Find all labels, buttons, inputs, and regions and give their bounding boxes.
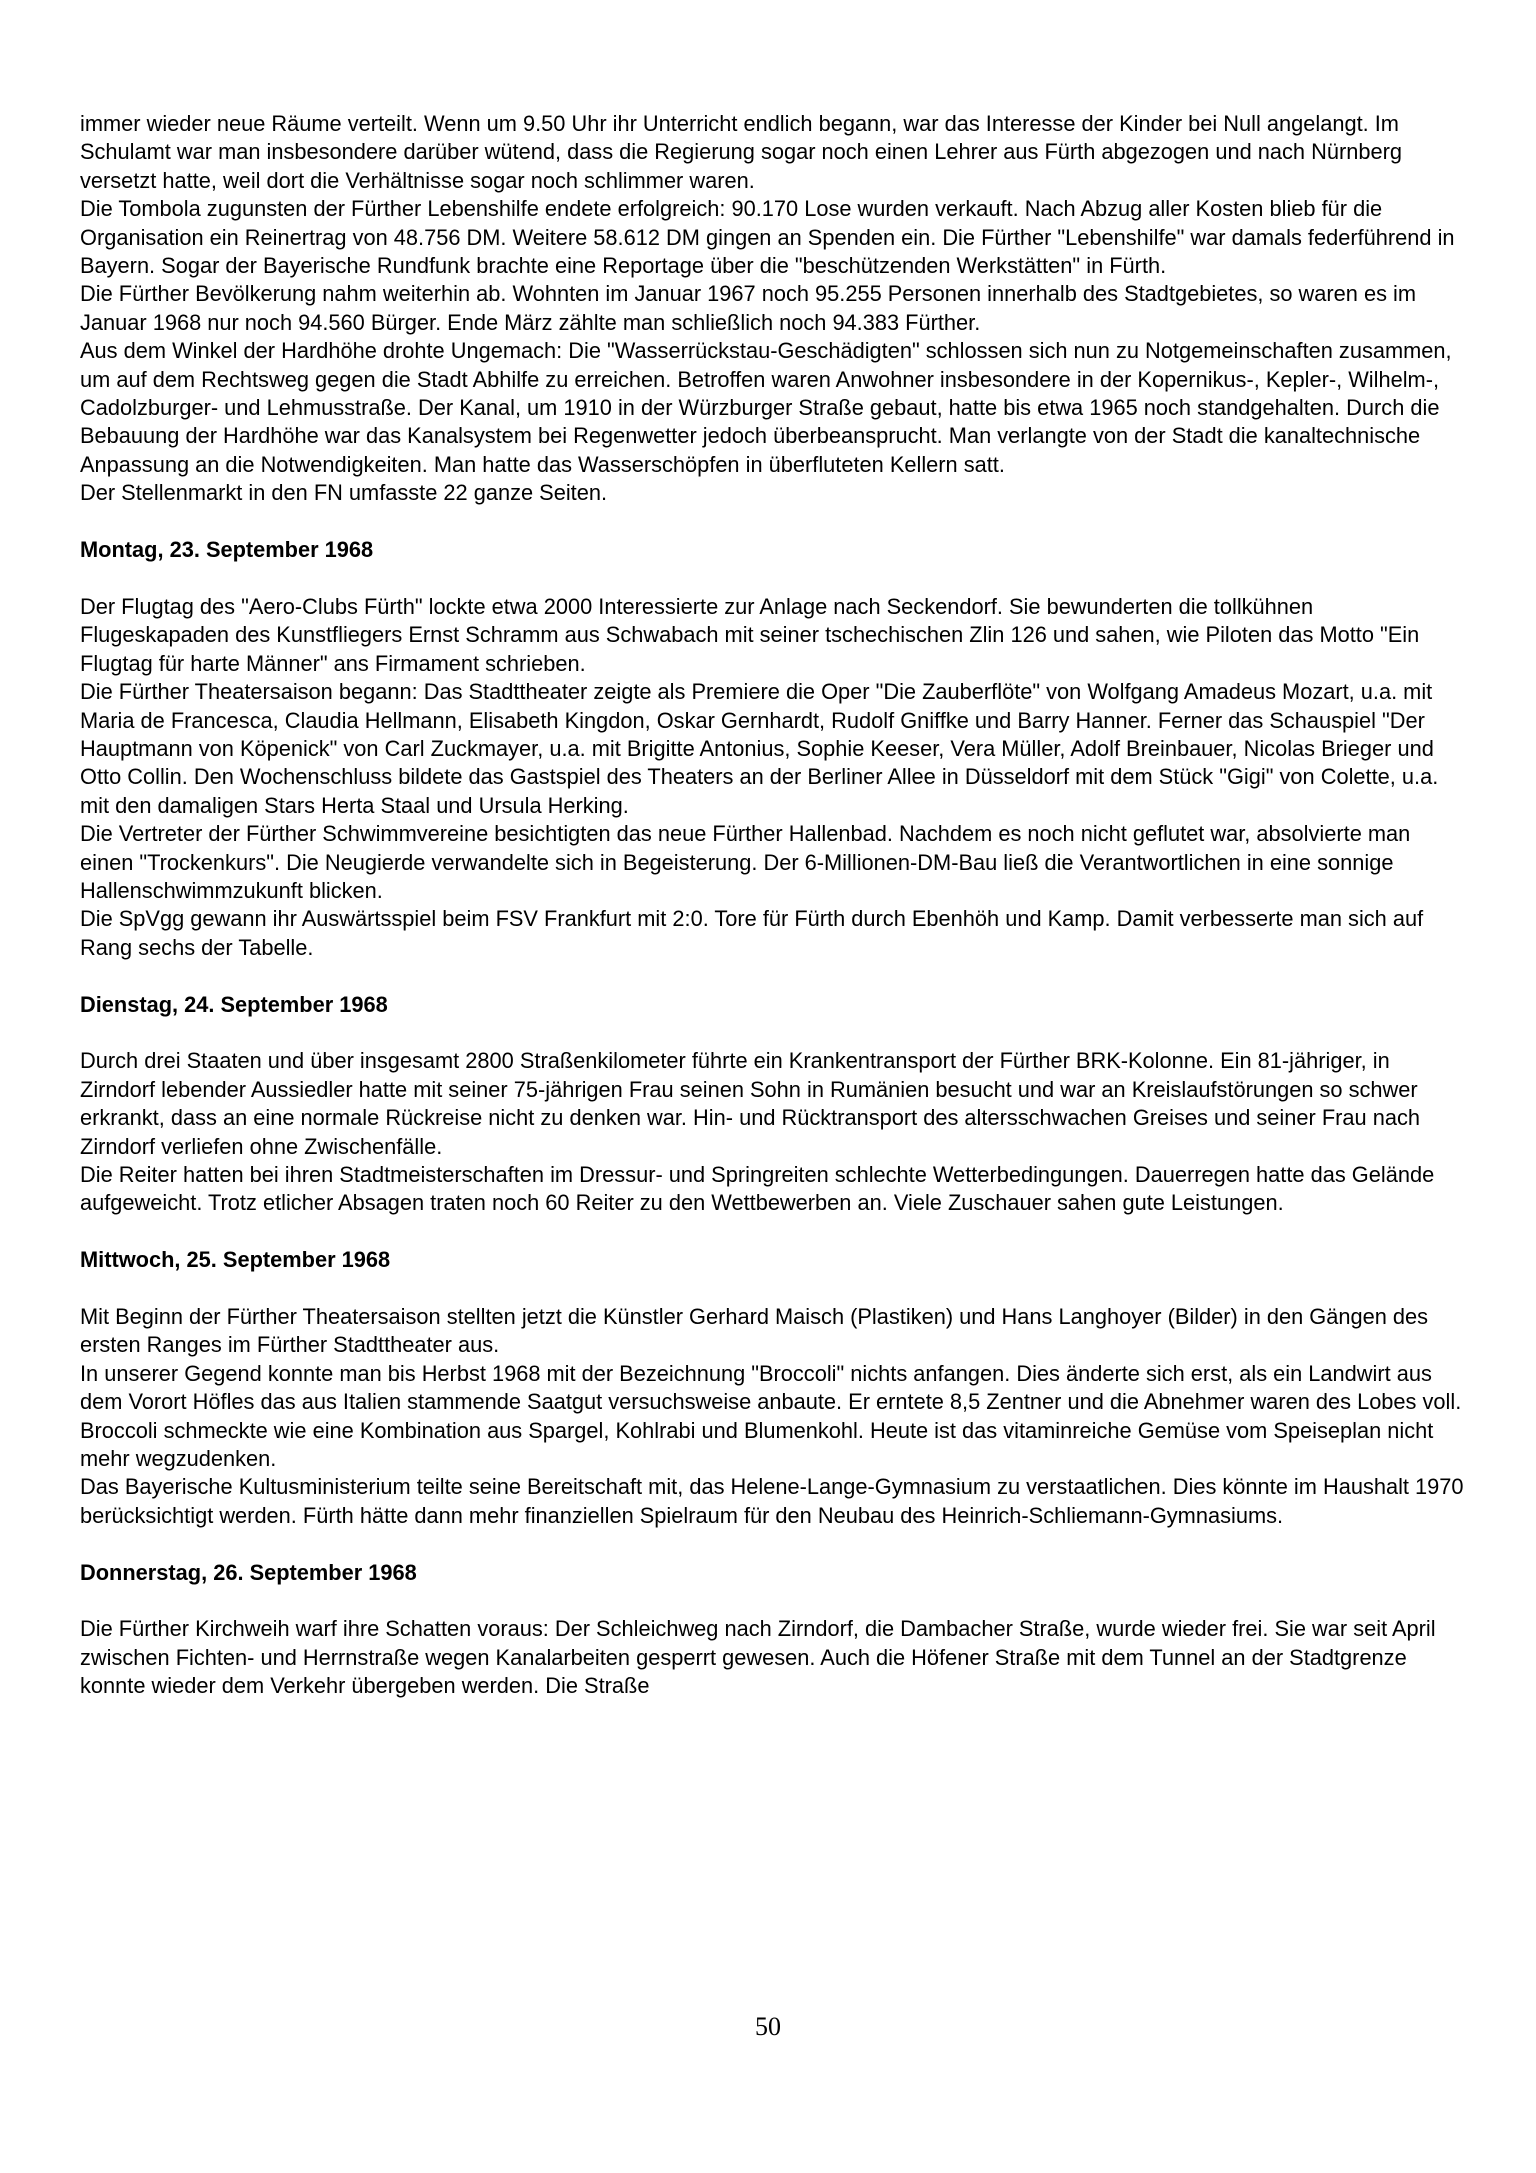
paragraph: Die SpVgg gewann ihr Auswärtsspiel beim FSV Frankfurt mit 2:0. Tore für Fürth durch Ebenhöh und Kamp. Damit verbesserte man sich auf Rang sechs der Tabelle. (80, 906, 1424, 960)
section-heading: Montag, 23. September 1968 (80, 537, 374, 563)
section-heading: Dienstag, 24. September 1968 (80, 991, 388, 1017)
paragraph: Aus dem Winkel der Hardhöhe drohte Ungemach: Die "Wasserrückstau-Geschädigten" schlossen sich nun zu Notgemeinschaften zusammen, um auf dem Rechtsweg gegen die Stadt Abhilfe zu erreichen. Betroffen waren Anwohner insbesondere in der Kopernikus-, Kepler-, Wilhelm-, Cadolzburger- und Lehmusstraße. Der Kanal, um 1910 in der Würzburger Straße gebaut, hatte bis etwa 1965 noch standgehalten. Durch die Bebauung der Hardhöhe war das Kanalsystem bei Regenwetter jedoch überbeansprucht. Man verlangte von der Stadt die kanaltechnische Anpassung an die Notwendigkeiten. Man hatte das Wasserschöpfen in überfluteten Kellern satt. (80, 338, 1452, 477)
section-heading: Donnerstag, 26. September 1968 (80, 1559, 417, 1585)
paragraph: Die Vertreter der Fürther Schwimmvereine besichtigten das neue Fürther Hallenbad. Nachdem es noch nicht geflutet war, absolvierte man einen "Trockenkurs". Die Neugierde verwandelte sich in Begeisterung. Der 6-Millionen-DM-Bau ließ die Verantwortlichen in eine sonnige Hallenschwimmzukunft blicken. (80, 821, 1411, 903)
paragraph: Der Stellenmarkt in den FN umfasste 22 ganze Seiten. (80, 480, 608, 506)
paragraph: Mit Beginn der Fürther Theatersaison stellten jetzt die Künstler Gerhard Maisch (Plastiken) und Hans Langhoyer (Bilder) in den Gängen des ersten Ranges im Fürther Stadttheater aus. (80, 1303, 1429, 1358)
page-number: 50 (755, 2012, 781, 2041)
paragraph: Durch drei Staaten und über insgesamt 2800 Straßenkilometer führte ein Krankentransport der Fürther BRK-Kolonne. Ein 81-jähriger, in Zirndorf lebender Aussiedler hatte mit seiner 75-jährigen Frau seinen Sohn in Rumänien besucht und war an Kreislaufstörungen so schwer erkrankt, dass an eine normale Rückreise nicht zu denken war. Hin- und Rücktransport des altersschwachen Greises und seiner Frau nach Zirndorf verliefen ohne Zwischenfälle. (80, 1048, 1420, 1159)
paragraph: Das Bayerische Kultusministerium teilte seine Bereitschaft mit, das Helene-Lange-Gymnasium zu verstaatlichen. Dies könnte im Haushalt 1970 berücksichtigt werden. Fürth hätte dann mehr finanziellen Spielraum für den Neubau des Heinrich-Schliemann-Gymnasiums. (80, 1474, 1464, 1528)
paragraph: Die Fürther Kirchweih warf ihre Schatten voraus: Der Schleichweg nach Zirndorf, die Dambacher Straße, wurde wieder frei. Sie war seit April zwischen Fichten- und Herrnstraße wegen Kanalarbeiten gesperrt gewesen. Auch die Höfener Straße mit dem Tunnel an der Stadtgrenze konnte wieder dem Verkehr übergeben werden. Die Straße (80, 1616, 1436, 1699)
page-content (80, 110, 1466, 1701)
section-heading: Mittwoch, 25. September 1968 (80, 1247, 391, 1273)
paragraph: immer wieder neue Räume verteilt. Wenn um 9.50 Uhr ihr Unterricht endlich begann, war das Interesse der Kinder bei Null angelangt. Im Schulamt war man insbesondere darüber wütend, dass die Regierung sogar noch einen Lehrer aus Fürth abgezogen und nach Nürnberg versetzt hatte, weil dort die Verhältnisse sogar noch schlimmer waren. (80, 111, 1402, 193)
paragraph: Die Fürther Bevölkerung nahm weiterhin ab. Wohnten im Januar 1967 noch 95.255 Personen innerhalb des Stadtgebietes, so waren es im Januar 1968 nur noch 94.560 Bürger. Ende März zählte man schließlich noch 94.383 Fürther. (80, 281, 1417, 335)
paragraph: Die Tombola zugunsten der Fürther Lebenshilfe endete erfolgreich: 90.170 Lose wurden verkauft. Nach Abzug aller Kosten blieb für die Organisation ein Reinertrag von 48.756 DM. Weitere 58.612 DM gingen an Spenden ein. Die Fürther "Lebenshilfe" war damals federführend in Bayern. Sogar der Bayerische Rundfunk brachte eine Reportage über die "beschützenden Werkstätten" in Fürth. (80, 196, 1455, 279)
paragraph: Die Reiter hatten bei ihren Stadtmeisterschaften im Dressur- und Springreiten schlechte Wetterbedingungen. Dauerregen hatte das Gelände aufgeweicht. Trotz etlicher Absagen traten noch 60 Reiter zu den Wettbewerben an. Viele Zuschauer sahen gute Leistungen. (80, 1161, 1435, 1216)
paragraph: Die Fürther Theatersaison begann: Das Stadttheater zeigte als Premiere die Oper "Die Zauberflöte" von Wolfgang Amadeus Mozart, u.a. mit Maria de Francesca, Claudia Hellmann, Elisabeth Kingdon, Oskar Gernhardt, Rudolf Gniffke und Barry Hanner. Ferner das Schauspiel "Der Hauptmann von Köpenick" von Carl Zuckmayer, u.a. mit Brigitte Antonius, Sophie Keeser, Vera Müller, Adolf Breinbauer, Nicolas Brieger und Otto Collin. Den Wochenschluss bildete das Gastspiel des Theaters an der Berliner Allee in Düsseldorf mit dem Stück "Gigi" von Colette, u.a. mit den damaligen Stars Herta Staal und Ursula Herking. (80, 679, 1439, 818)
paragraph: Der Flugtag des "Aero-Clubs Fürth" lockte etwa 2000 Interessierte zur Anlage nach Seckendorf. Sie bewunderten die tollkühnen Flugeskapaden des Kunstfliegers Ernst Schramm aus Schwabach mit seiner tschechischen Zlin 126 und sahen, wie Piloten das Motto "Ein Flugtag für harte Männer" ans Firmament schrieben. (80, 593, 1420, 676)
paragraph: In unserer Gegend konnte man bis Herbst 1968 mit der Bezeichnung "Broccoli" nichts anfangen. Dies änderte sich erst, als ein Landwirt aus dem Vorort Höfles das aus Italien stammende Saatgut versuchsweise anbaute. Er erntete 8,5 Zentner und die Abnehmer waren des Lobes voll. Broccoli schmeckte wie eine Kombination aus Spargel, Kohlrabi und Blumenkohl. Heute ist das vitaminreiche Gemüse vom Speiseplan nicht mehr wegzudenken. (80, 1360, 1462, 1471)
